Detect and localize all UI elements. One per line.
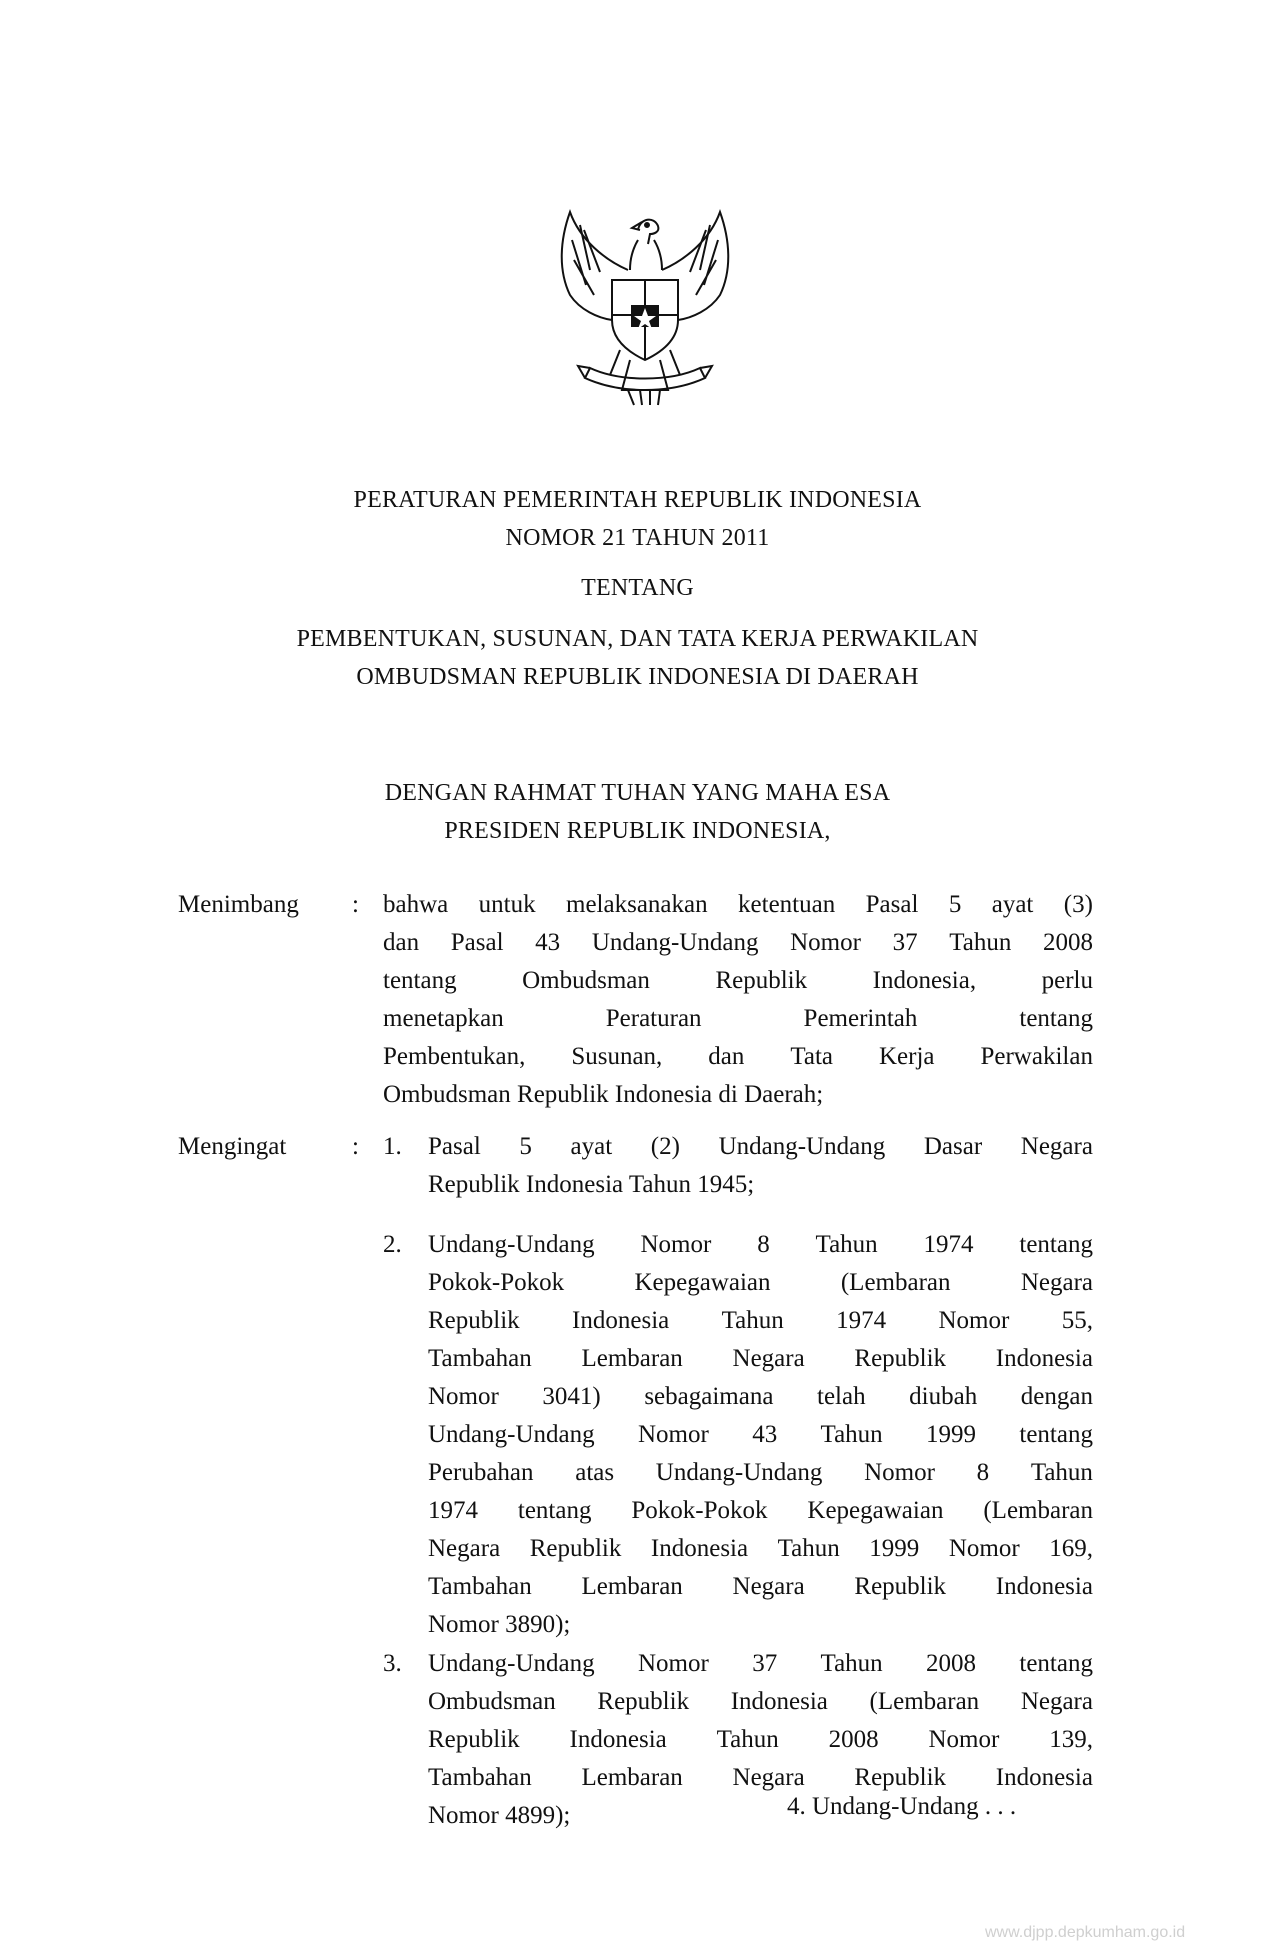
regulation-title: PERATURAN PEMERINTAH REPUBLIK INDONESIA: [353, 487, 922, 513]
word: Negara: [732, 1764, 805, 1791]
word: Nomor: [640, 1231, 712, 1258]
word: 43: [535, 929, 561, 956]
word: tentang: [1019, 1650, 1093, 1677]
justified-line: [383, 886, 1093, 924]
word: Republik: [715, 967, 808, 994]
word: 8: [757, 1231, 770, 1258]
word: sebagaimana: [644, 1383, 774, 1410]
word: Nomor: [938, 1307, 1010, 1334]
mengingat-colon: :: [352, 1133, 359, 1160]
word: ayat: [991, 891, 1034, 918]
word: 8: [976, 1459, 990, 1486]
word: 3041): [542, 1383, 601, 1410]
word: Nomor: [638, 1650, 709, 1677]
word: Undang-Undang: [655, 1459, 823, 1486]
word: Nomor: [864, 1459, 935, 1486]
word: Ombudsman: [522, 967, 650, 994]
word: Negara: [1020, 1269, 1093, 1296]
text-line: Republik Indonesia Tahun 1945;: [428, 1171, 755, 1198]
word: (Lembaran: [869, 1688, 980, 1715]
word: 1999: [869, 1535, 920, 1562]
word: Republik: [854, 1573, 947, 1600]
word: Nomor: [638, 1421, 709, 1448]
word: atas: [575, 1459, 615, 1486]
justified-line: [428, 1683, 1093, 1721]
word: dan: [708, 1043, 745, 1070]
word: Pembentukan,: [383, 1043, 526, 1070]
word: Negara: [1020, 1133, 1093, 1160]
word: Indonesia: [650, 1535, 749, 1562]
word: tentang: [1019, 1231, 1093, 1258]
word: Tahun: [820, 1421, 883, 1448]
justified-line: [428, 1721, 1093, 1759]
justified-line: [428, 1492, 1093, 1530]
justified-line: [428, 1378, 1093, 1416]
word: Tahun: [716, 1726, 779, 1753]
word: 2008: [1042, 929, 1093, 956]
text-line: Ombudsman Republik Indonesia di Daerah;: [383, 1081, 824, 1108]
word: Indonesia: [995, 1345, 1093, 1372]
word: 169,: [1049, 1535, 1093, 1562]
word: Negara: [1020, 1688, 1093, 1715]
word: Republik: [854, 1345, 947, 1372]
word: Republik: [854, 1764, 947, 1791]
word: Negara: [732, 1573, 805, 1600]
word: 1974: [923, 1231, 974, 1258]
word: Tambahan: [428, 1764, 532, 1791]
justified-line: [428, 1264, 1093, 1302]
word: 37: [892, 929, 918, 956]
word: Kepegawaian: [807, 1497, 944, 1524]
word: perlu: [1041, 967, 1093, 994]
word: tentang: [517, 1497, 592, 1524]
word: Pasal: [865, 891, 919, 918]
word: (2): [650, 1133, 680, 1160]
menimbang-label: Menimbang: [178, 891, 299, 918]
word: Pemerintah: [803, 1005, 918, 1032]
word: Nomor: [948, 1535, 1020, 1562]
word: Lembaran: [581, 1345, 683, 1372]
word: Tahun: [1030, 1459, 1093, 1486]
word: Undang-Undang: [718, 1133, 886, 1160]
regulation-number: NOMOR 21 TAHUN 2011: [505, 525, 770, 551]
word: (3): [1063, 891, 1093, 918]
justified-line: [383, 924, 1093, 962]
about-label: TENTANG: [581, 575, 694, 601]
justified-line: [428, 1340, 1093, 1378]
word: 1999: [926, 1421, 977, 1448]
text-line: Nomor 4899);: [428, 1802, 571, 1829]
page-continuation: 4. Undang-Undang . . .: [787, 1793, 1017, 1820]
word: Republik: [597, 1688, 690, 1715]
word: Indonesia: [995, 1764, 1093, 1791]
word: (Lembaran: [983, 1497, 1093, 1524]
watermark: www.djpp.depkumham.go.id: [985, 1924, 1186, 1941]
word: Tambahan: [428, 1573, 532, 1600]
word: Lembaran: [581, 1764, 683, 1791]
word: Undang-Undang: [428, 1231, 595, 1258]
justified-line: [428, 1302, 1093, 1340]
list-number: 2.: [383, 1231, 402, 1258]
mengingat-label: Mengingat: [178, 1133, 287, 1160]
word: 5: [948, 891, 962, 918]
word: 2008: [926, 1650, 977, 1677]
word: Peraturan: [605, 1005, 702, 1032]
subject-line-2: OMBUDSMAN REPUBLIK INDONESIA DI DAERAH: [356, 664, 919, 690]
justified-line: [428, 1226, 1093, 1264]
word: Tahun: [777, 1535, 840, 1562]
word: Undang-Undang: [591, 929, 759, 956]
word: Tahun: [820, 1650, 883, 1677]
word: tentang: [1019, 1005, 1093, 1032]
word: dan: [383, 929, 420, 956]
word: untuk: [478, 891, 536, 918]
word: Undang-Undang: [428, 1650, 595, 1677]
word: Kerja: [878, 1043, 935, 1070]
word: Tahun: [721, 1307, 784, 1334]
menimbang-colon: :: [352, 891, 359, 918]
word: menetapkan: [383, 1005, 504, 1032]
word: 139,: [1049, 1726, 1093, 1753]
word: Tahun: [949, 929, 1012, 956]
word: Undang-Undang: [428, 1421, 595, 1448]
garuda-pancasila-emblem: [550, 200, 740, 410]
preamble-line-1: DENGAN RAHMAT TUHAN YANG MAHA ESA: [384, 780, 891, 806]
word: Negara: [428, 1535, 501, 1562]
word: Tahun: [815, 1231, 878, 1258]
word: Dasar: [923, 1133, 983, 1160]
word: Republik: [428, 1726, 520, 1753]
word: ayat: [570, 1133, 613, 1160]
justified-line: [383, 1000, 1093, 1038]
word: 1974: [836, 1307, 887, 1334]
word: melaksanakan: [566, 891, 708, 918]
word: Perwakilan: [980, 1043, 1093, 1070]
word: Pokok-Pokok: [428, 1269, 565, 1296]
word: Tambahan: [428, 1345, 532, 1372]
word: Pasal: [450, 929, 504, 956]
word: 2008: [828, 1726, 879, 1753]
word: 5: [519, 1133, 532, 1160]
text-line: Nomor 3890);: [428, 1611, 571, 1638]
subject-line-1: PEMBENTUKAN, SUSUNAN, DAN TATA KERJA PERWAKILAN: [296, 626, 979, 652]
justified-line: [428, 1416, 1093, 1454]
word: ketentuan: [738, 891, 836, 918]
list-number: 3.: [383, 1650, 402, 1677]
justified-line: [428, 1454, 1093, 1492]
word: (Lembaran: [840, 1269, 951, 1296]
word: 1974: [428, 1497, 478, 1524]
word: dengan: [1020, 1383, 1093, 1410]
word: Republik: [428, 1307, 520, 1334]
list-item-text: [428, 1128, 1093, 1204]
word: tentang: [383, 967, 457, 994]
menimbang-text: [383, 886, 1093, 1114]
justified-line: [428, 1645, 1093, 1683]
word: Lembaran: [581, 1573, 683, 1600]
list-number: 1.: [383, 1133, 402, 1160]
word: Ombudsman: [428, 1688, 556, 1715]
word: Indonesia: [572, 1307, 670, 1334]
word: Nomor: [428, 1383, 499, 1410]
justified-line: [428, 1530, 1093, 1568]
word: telah: [817, 1383, 866, 1410]
justified-line: [428, 1128, 1093, 1166]
word: bahwa: [383, 891, 449, 918]
word: Susunan,: [571, 1043, 663, 1070]
word: tentang: [1019, 1421, 1093, 1448]
word: 37: [752, 1650, 778, 1677]
word: diubah: [909, 1383, 978, 1410]
word: Indonesia: [569, 1726, 667, 1753]
word: Indonesia,: [872, 967, 977, 994]
word: Perubahan: [428, 1459, 534, 1486]
word: Kepegawaian: [634, 1269, 771, 1296]
justified-line: [383, 1038, 1093, 1076]
justified-line: [428, 1568, 1093, 1606]
word: Indonesia: [995, 1573, 1093, 1600]
word: Pasal: [428, 1133, 481, 1160]
list-item-text: [428, 1226, 1093, 1644]
word: Nomor: [790, 929, 861, 956]
word: Pokok-Pokok: [631, 1497, 768, 1524]
word: Negara: [732, 1345, 805, 1372]
preamble-line-2: PRESIDEN REPUBLIK INDONESIA,: [444, 818, 831, 844]
word: Republik: [529, 1535, 622, 1562]
word: 43: [752, 1421, 778, 1448]
word: Tata: [790, 1043, 834, 1070]
word: Nomor: [928, 1726, 1000, 1753]
justified-line: [383, 962, 1093, 1000]
word: Indonesia: [730, 1688, 828, 1715]
word: 55,: [1061, 1307, 1093, 1334]
